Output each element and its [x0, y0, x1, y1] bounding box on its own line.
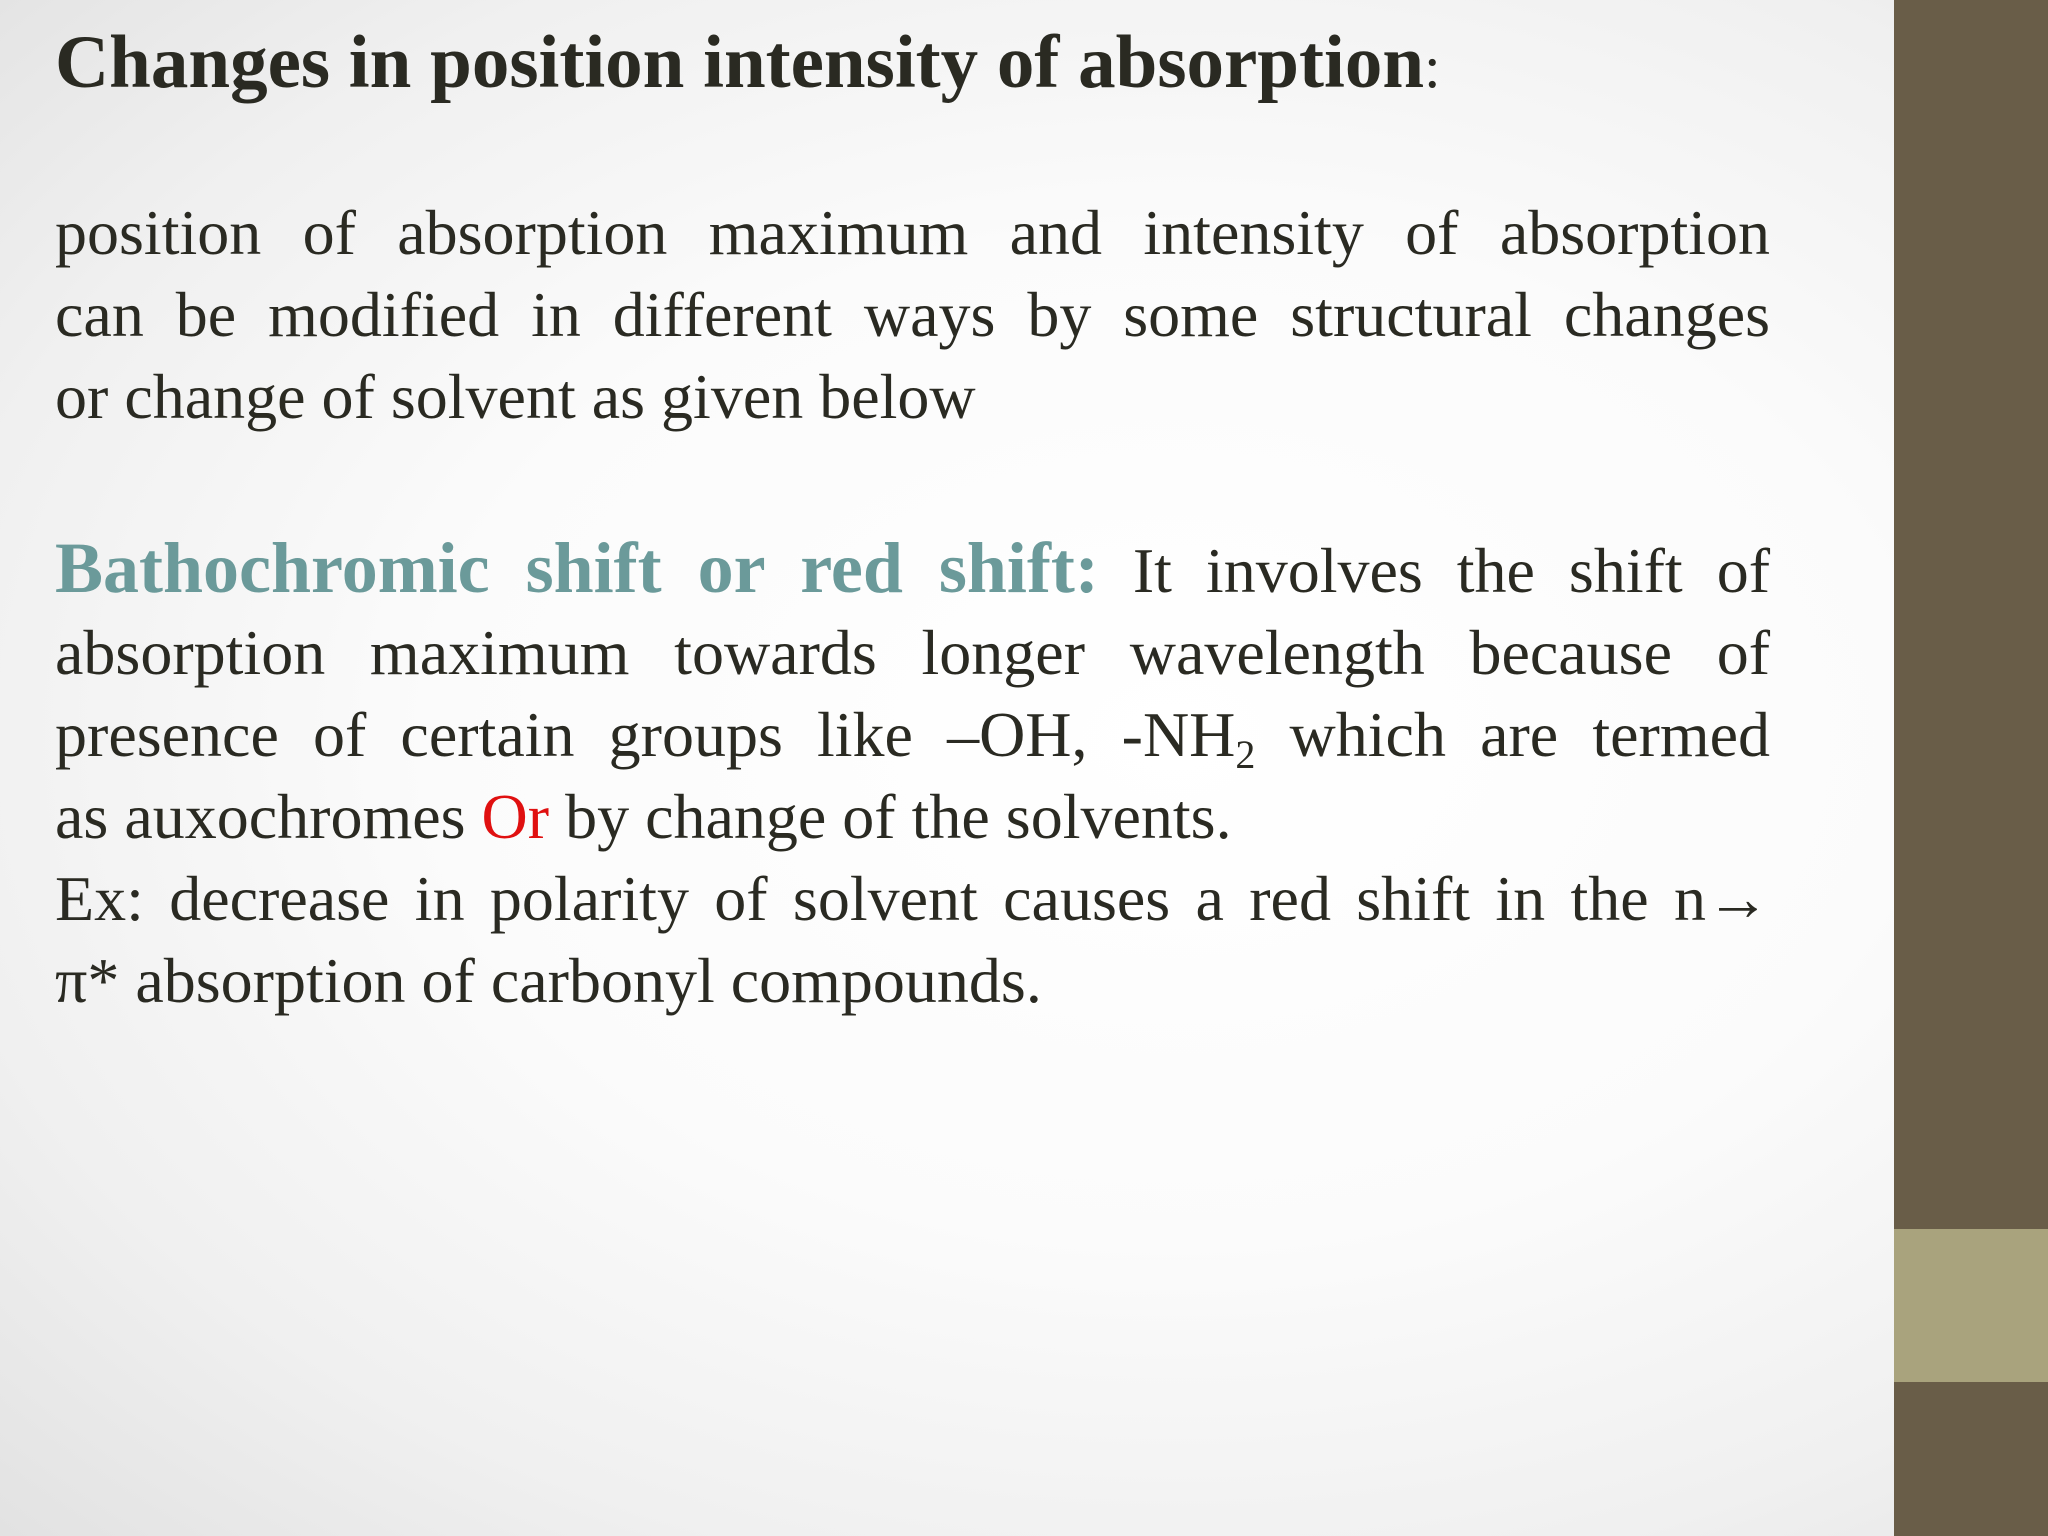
slide-title	[55, 18, 1441, 112]
bathochromic-line-3-pre: presence of certain groups like –OH, -NH	[55, 699, 1236, 770]
side-bar-accent	[1894, 1229, 2048, 1382]
intro-line-1: position of absorption maximum and intensity of absorption	[55, 197, 1770, 268]
nh2-subscript: 2	[1235, 732, 1256, 777]
intro-line-2: can be modified in different ways by some structural changes	[55, 279, 1770, 350]
example-line-1: Ex: decrease in polarity of solvent causes a red shift in the n→	[55, 863, 1770, 934]
or-highlight: Or	[481, 781, 550, 852]
bathochromic-line-3-post: which are termed	[1255, 699, 1771, 770]
slide-title-text: Changes in position intensity of absorption	[55, 21, 1425, 104]
intro-line-3: or change of solvent as given below	[55, 361, 976, 432]
bathochromic-line-4-post: by change of the solvents.	[549, 781, 1232, 852]
bathochromic-line-3	[55, 694, 1770, 776]
bathochromic-line-1-rest: It involves the shift of	[1098, 535, 1771, 606]
bathochromic-term: Bathochromic shift or red shift:	[55, 528, 1099, 608]
slide-title-colon: :	[1424, 34, 1441, 100]
example-line-2: π* absorption of carbonyl compounds.	[55, 945, 1042, 1016]
bathochromic-line-1	[55, 527, 1770, 612]
bathochromic-line-2: absorption maximum towards longer wavelength because of	[55, 617, 1770, 688]
bathochromic-line-4-pre: as auxochromes	[55, 781, 482, 852]
intro-paragraph	[55, 192, 1770, 438]
bathochromic-paragraph	[55, 527, 1770, 1022]
bathochromic-line-4	[55, 776, 1770, 858]
